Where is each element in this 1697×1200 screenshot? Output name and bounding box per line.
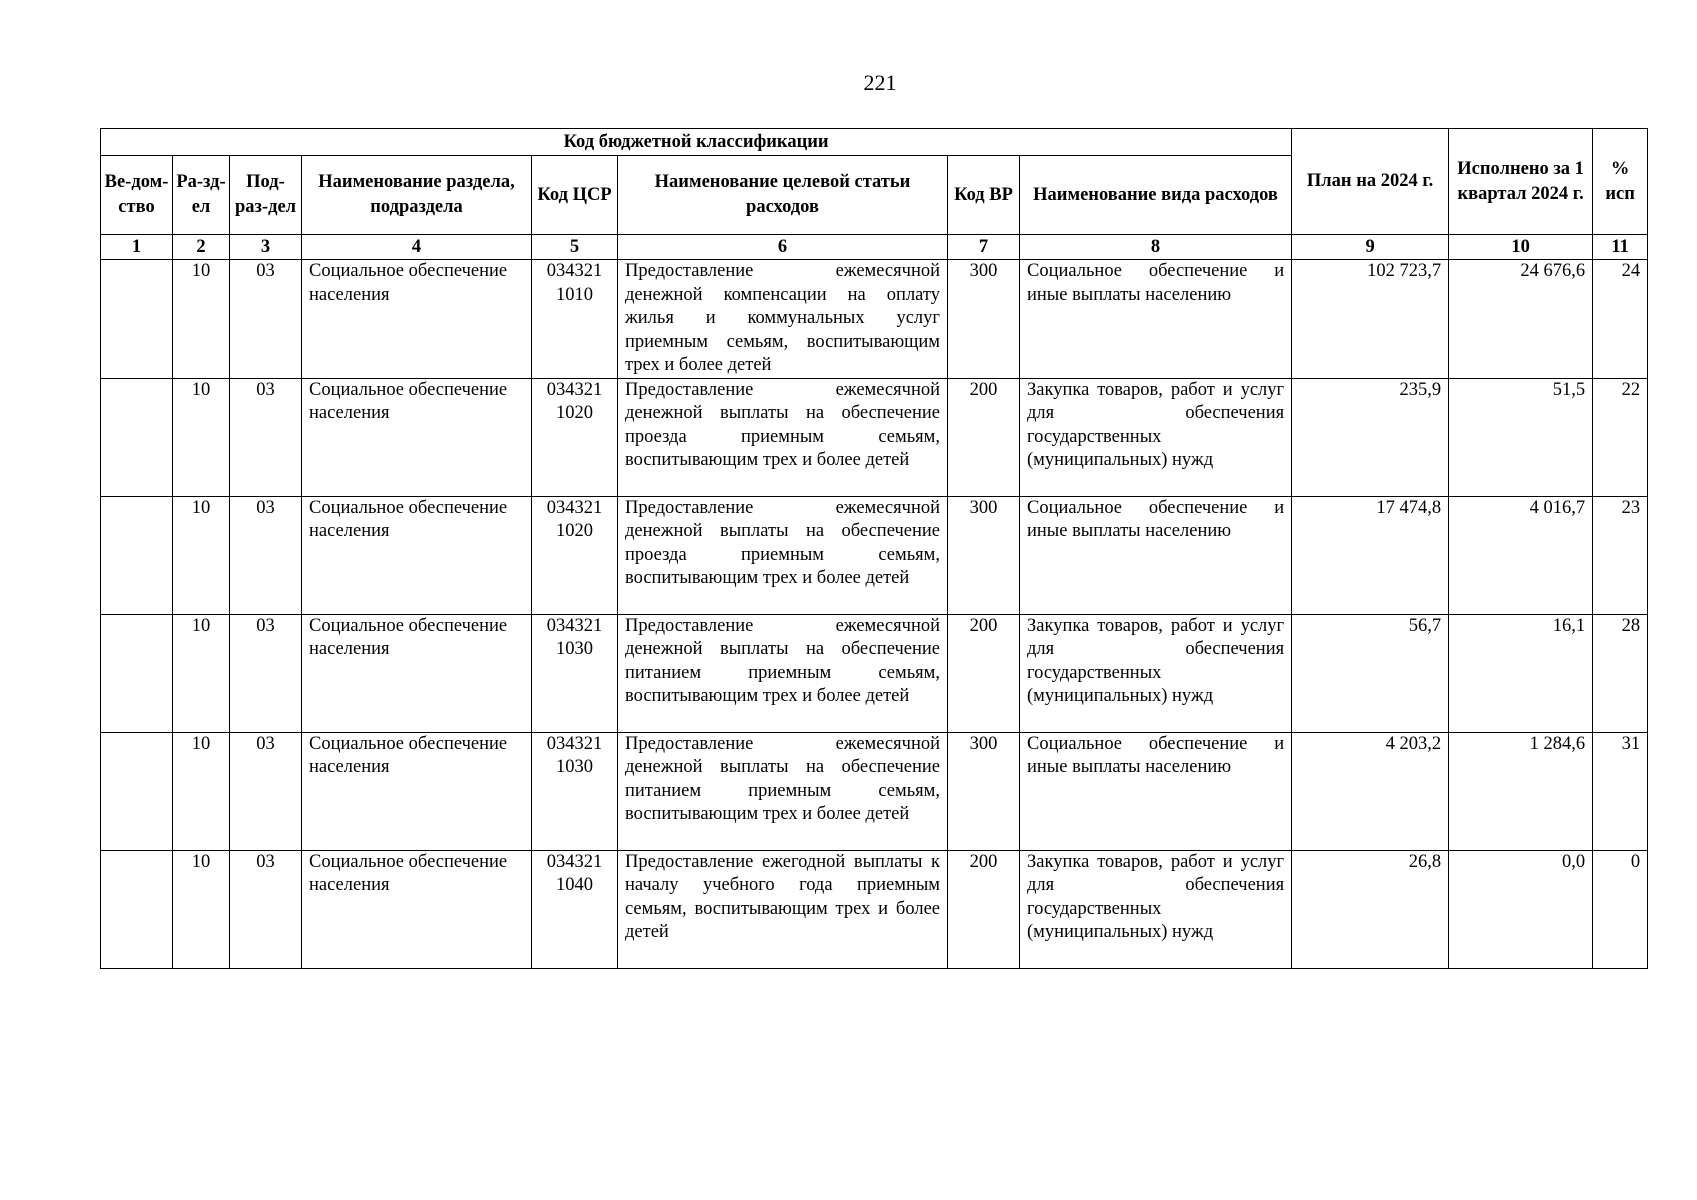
executed-cell: 51,5 xyxy=(1449,378,1593,496)
target-name-cell: Предоставление ежегодной выплаты к началу учебного года приемным семьям, воспитывающим трех и более детей xyxy=(618,850,948,968)
department-cell xyxy=(101,378,173,496)
subsection-cell: 03 xyxy=(230,260,302,379)
subsection-cell: 03 xyxy=(230,378,302,496)
section-name-cell: Социальное обеспечение населения xyxy=(302,732,532,850)
section-name-cell: Социальное обеспечение населения xyxy=(302,850,532,968)
target-code-cell: 034321 1010 xyxy=(532,260,618,379)
section-name-cell: Социальное обеспечение населения xyxy=(302,378,532,496)
subsection-cell: 03 xyxy=(230,732,302,850)
percent-cell: 22 xyxy=(1593,378,1648,496)
section-cell: 10 xyxy=(173,732,230,850)
executed-cell: 1 284,6 xyxy=(1449,732,1593,850)
expense-type-name-header: Наименование вида расходов xyxy=(1020,156,1292,235)
subsection-cell: 03 xyxy=(230,496,302,614)
column-number-row xyxy=(101,235,1648,260)
budget-classification-header: Код бюджетной классификации xyxy=(101,129,1292,156)
column-number: 11 xyxy=(1593,235,1648,260)
column-number: 3 xyxy=(230,235,302,260)
section-header: Ра-зд-ел xyxy=(173,156,230,235)
target-name-cell: Предоставление ежемесячной денежной выплаты на обеспечение питанием приемным семьям, воспитывающим трех и более детей xyxy=(618,614,948,732)
department-cell xyxy=(101,732,173,850)
expense-type-name-cell: Закупка товаров, работ и услуг для обеспечения государственных (муниципальных) нужд xyxy=(1020,614,1292,732)
expense-type-name-cell: Закупка товаров, работ и услуг для обеспечения государственных (муниципальных) нужд xyxy=(1020,378,1292,496)
section-name-cell: Социальное обеспечение населения xyxy=(302,614,532,732)
executed-header: Исполнено за 1 квартал 2024 г. xyxy=(1449,129,1593,235)
plan-cell: 235,9 xyxy=(1292,378,1449,496)
plan-cell: 4 203,2 xyxy=(1292,732,1449,850)
column-number: 2 xyxy=(173,235,230,260)
percent-cell: 31 xyxy=(1593,732,1648,850)
expense-type-code-cell: 200 xyxy=(948,378,1020,496)
table-row xyxy=(101,260,1648,379)
expense-type-name-cell: Социальное обеспечение и иные выплаты населению xyxy=(1020,260,1292,379)
target-code-cell: 034321 1030 xyxy=(532,614,618,732)
department-cell xyxy=(101,614,173,732)
subsection-cell: 03 xyxy=(230,614,302,732)
target-name-cell: Предоставление ежемесячной денежной выплаты на обеспечение проезда приемным семьям, воспитывающим трех и более детей xyxy=(618,496,948,614)
executed-cell: 0,0 xyxy=(1449,850,1593,968)
department-header: Ве-дом-ство xyxy=(101,156,173,235)
expense-type-code-cell: 300 xyxy=(948,732,1020,850)
plan-cell: 26,8 xyxy=(1292,850,1449,968)
target-code-cell: 034321 1020 xyxy=(532,496,618,614)
section-name-cell: Социальное обеспечение населения xyxy=(302,260,532,379)
percent-header: % исп xyxy=(1593,129,1648,235)
target-code-cell: 034321 1020 xyxy=(532,378,618,496)
table-row xyxy=(101,614,1648,732)
section-cell: 10 xyxy=(173,496,230,614)
column-number: 9 xyxy=(1292,235,1449,260)
subsection-cell: 03 xyxy=(230,850,302,968)
plan-header: План на 2024 г. xyxy=(1292,129,1449,235)
section-cell: 10 xyxy=(173,850,230,968)
section-name-header: Наименование раздела, подраздела xyxy=(302,156,532,235)
target-name-header: Наименование целевой статьи расходов xyxy=(618,156,948,235)
table-row xyxy=(101,378,1648,496)
executed-cell: 16,1 xyxy=(1449,614,1593,732)
column-number: 8 xyxy=(1020,235,1292,260)
column-number: 7 xyxy=(948,235,1020,260)
column-number: 10 xyxy=(1449,235,1593,260)
percent-cell: 28 xyxy=(1593,614,1648,732)
section-name-cell: Социальное обеспечение населения xyxy=(302,496,532,614)
target-code-cell: 034321 1030 xyxy=(532,732,618,850)
section-cell: 10 xyxy=(173,378,230,496)
target-code-header: Код ЦСР xyxy=(532,156,618,235)
expense-type-code-header: Код ВР xyxy=(948,156,1020,235)
expense-type-code-cell: 200 xyxy=(948,614,1020,732)
column-number: 1 xyxy=(101,235,173,260)
section-cell: 10 xyxy=(173,614,230,732)
column-number: 4 xyxy=(302,235,532,260)
section-cell: 10 xyxy=(173,260,230,379)
expense-type-code-cell: 300 xyxy=(948,260,1020,379)
plan-cell: 56,7 xyxy=(1292,614,1449,732)
target-name-cell: Предоставление ежемесячной денежной выплаты на обеспечение проезда приемным семьям, воспитывающим трех и более детей xyxy=(618,378,948,496)
expense-type-name-cell: Социальное обеспечение и иные выплаты населению xyxy=(1020,496,1292,614)
percent-cell: 0 xyxy=(1593,850,1648,968)
percent-cell: 23 xyxy=(1593,496,1648,614)
budget-table xyxy=(100,128,1648,969)
expense-type-name-cell: Социальное обеспечение и иные выплаты населению xyxy=(1020,732,1292,850)
expense-type-code-cell: 200 xyxy=(948,850,1020,968)
column-number: 5 xyxy=(532,235,618,260)
table-row xyxy=(101,732,1648,850)
target-name-cell: Предоставление ежемесячной денежной выплаты на обеспечение питанием приемным семьям, воспитывающим трех и более детей xyxy=(618,732,948,850)
executed-cell: 24 676,6 xyxy=(1449,260,1593,379)
percent-cell: 24 xyxy=(1593,260,1648,379)
department-cell xyxy=(101,260,173,379)
executed-cell: 4 016,7 xyxy=(1449,496,1593,614)
target-code-cell: 034321 1040 xyxy=(532,850,618,968)
table-row xyxy=(101,496,1648,614)
column-number: 6 xyxy=(618,235,948,260)
table-row xyxy=(101,850,1648,968)
page-number: 221 xyxy=(863,70,897,95)
department-cell xyxy=(101,850,173,968)
plan-cell: 102 723,7 xyxy=(1292,260,1449,379)
department-cell xyxy=(101,496,173,614)
plan-cell: 17 474,8 xyxy=(1292,496,1449,614)
expense-type-name-cell: Закупка товаров, работ и услуг для обеспечения государственных (муниципальных) нужд xyxy=(1020,850,1292,968)
expense-type-code-cell: 300 xyxy=(948,496,1020,614)
target-name-cell: Предоставление ежемесячной денежной компенсации на оплату жилья и коммунальных услуг приемным семьям, воспитывающим трех и более детей xyxy=(618,260,948,379)
subsection-header: Под-раз-дел xyxy=(230,156,302,235)
